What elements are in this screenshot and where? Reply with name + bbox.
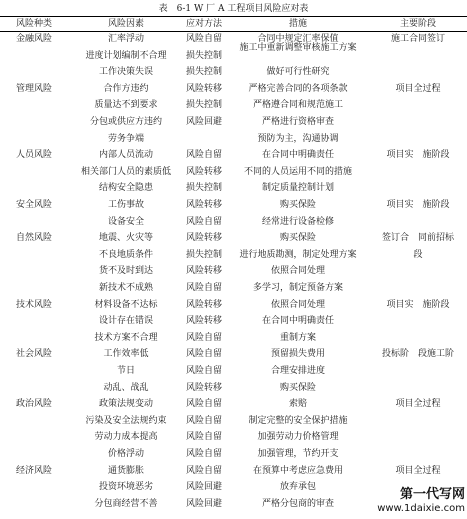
measure-cell: 严格遵合同和规范施工 xyxy=(252,100,343,111)
category-cell: 技术风险 xyxy=(15,299,52,310)
factor-cell: 投资环境恶劣 xyxy=(98,482,153,493)
measure-cell: 预防为主，沟通协调 xyxy=(257,133,339,144)
category-cell: 人员风险 xyxy=(15,150,52,161)
header-method: 应对方法 xyxy=(185,19,222,29)
factor-cell: 政策法规变动 xyxy=(98,399,153,410)
factor-cell: 技术方案不合理 xyxy=(94,332,158,343)
factor-cell: 工作效率低 xyxy=(103,349,149,360)
header-factor: 风险因素 xyxy=(107,19,144,29)
measure-cell: 依照合同处理 xyxy=(270,266,325,277)
factor-cell: 劳动力成本提高 xyxy=(94,432,158,443)
method-cell: 风险转移 xyxy=(185,299,222,310)
method-cell: 风险自留 xyxy=(185,415,222,426)
stage-cell: 投标阶 段施工阶 xyxy=(381,349,454,360)
measure-cell: 严格分包商的审查 xyxy=(261,498,334,509)
measure-cell: 加强劳动力价格管理 xyxy=(257,432,339,443)
measure-cell: 依照合同处理 xyxy=(270,299,325,310)
category-cell: 政治风险 xyxy=(15,399,52,410)
factor-cell: 价格浮动 xyxy=(107,449,144,459)
method-cell: 损失控制 xyxy=(185,100,222,111)
measure-cell: 放弃承包 xyxy=(279,482,316,493)
stage-cell: 签订合 同前招标 xyxy=(381,233,454,244)
category-cell: 社会风险 xyxy=(15,349,52,360)
measure-cell: 在预算中考虑应急费用 xyxy=(252,465,343,476)
header-stage: 主要阶段 xyxy=(399,19,436,29)
factor-cell: 不良地质条件 xyxy=(98,249,153,260)
stage-cell: 项目全过程 xyxy=(395,399,441,410)
measure-cell: 制定质量控制计划 xyxy=(261,183,334,194)
method-cell: 风险转移 xyxy=(185,200,222,210)
factor-cell: 设备安全 xyxy=(107,216,144,227)
measure-cell: 索赔 xyxy=(288,399,307,410)
factor-cell: 动乱、战乱 xyxy=(103,382,149,393)
measure-cell: 购买保险 xyxy=(279,233,316,244)
factor-cell: 材料设备不达标 xyxy=(94,299,158,310)
watermark xyxy=(373,487,465,517)
watermark-url: www.1daixie.com xyxy=(377,503,465,514)
measure-cell: 做好可行性研究 xyxy=(266,67,330,78)
header-measure: 措施 xyxy=(288,19,307,29)
measure-cell: 合理安排进度 xyxy=(270,366,325,376)
measure-cell: 在合同中明确责任 xyxy=(261,316,334,327)
factor-cell: 工作决策失误 xyxy=(98,67,153,78)
method-cell: 风险转移 xyxy=(185,166,222,177)
method-cell: 风险自留 xyxy=(185,283,222,293)
table-top-rule xyxy=(0,16,467,17)
measure-cell: 重制方案 xyxy=(279,332,316,343)
measure-cell: 施工中重新调整审核施工方案 xyxy=(239,42,357,53)
method-cell: 风险转移 xyxy=(185,382,222,393)
measure-cell: 购买保险 xyxy=(279,382,316,393)
method-cell: 风险自留 xyxy=(185,216,222,227)
stage-cell: 项目全过程 xyxy=(395,465,441,476)
factor-cell: 质量达不到要求 xyxy=(94,100,158,111)
method-cell: 风险回避 xyxy=(185,117,222,127)
method-cell: 风险转移 xyxy=(185,233,222,244)
factor-cell: 合作方违约 xyxy=(103,83,149,94)
method-cell: 风险自留 xyxy=(185,349,222,360)
method-cell: 风险自留 xyxy=(185,34,222,44)
factor-cell: 分包商经营不善 xyxy=(94,498,158,509)
method-cell: 损失控制 xyxy=(185,50,222,61)
factor-cell: 劳务争端 xyxy=(107,133,144,144)
stage-cell: 项目实 施阶段 xyxy=(386,200,450,210)
method-cell: 风险自留 xyxy=(185,399,222,410)
method-cell: 风险回避 xyxy=(185,498,222,509)
category-cell: 管理风险 xyxy=(15,83,52,94)
method-cell: 风险转移 xyxy=(185,316,222,327)
measure-cell: 制定完整的安全保护措施 xyxy=(248,415,348,426)
factor-cell: 进度计划编制不合理 xyxy=(85,50,167,61)
measure-cell: 在合同中明确责任 xyxy=(261,150,334,161)
factor-cell: 分包或供应方违约 xyxy=(89,117,162,127)
factor-cell: 设计存在错误 xyxy=(98,316,153,327)
measure-cell: 不同的人员运用不同的措施 xyxy=(243,166,352,177)
stage-cell: 段 xyxy=(413,249,423,260)
method-cell: 风险回避 xyxy=(185,482,222,493)
method-cell: 风险自留 xyxy=(185,150,222,161)
factor-cell: 节日 xyxy=(116,366,135,376)
factor-cell: 工伤事故 xyxy=(107,200,144,210)
measure-cell: 多学习，制定预备方案 xyxy=(252,283,343,293)
header-category: 风险种类 xyxy=(15,19,52,29)
factor-cell: 污染及安全法规约束 xyxy=(85,415,167,426)
measure-cell: 合同中规定汇率保值 xyxy=(257,34,339,44)
factor-cell: 货不及时到达 xyxy=(98,266,153,277)
measure-cell: 严格完善合同的各项条款 xyxy=(248,83,348,94)
factor-cell: 通货膨胀 xyxy=(107,465,144,476)
stage-cell: 项目实 施阶段 xyxy=(386,150,450,161)
measure-cell: 购买保险 xyxy=(279,200,316,210)
factor-cell: 内部人员流动 xyxy=(98,150,153,161)
method-cell: 风险自留 xyxy=(185,449,222,459)
watermark-title: 第一代写网 xyxy=(399,487,465,502)
factor-cell: 新技术不成熟 xyxy=(98,283,153,293)
measure-cell: 严格进行资格审查 xyxy=(261,117,334,127)
category-cell: 安全风险 xyxy=(15,200,52,210)
method-cell: 风险转移 xyxy=(185,83,222,94)
measure-cell: 预留损失费用 xyxy=(270,349,325,360)
method-cell: 风险自留 xyxy=(185,465,222,476)
category-cell: 经济风险 xyxy=(15,465,52,476)
method-cell: 风险自留 xyxy=(185,432,222,443)
stage-cell: 施工合同签订 xyxy=(390,34,445,44)
method-cell: 损失控制 xyxy=(185,183,222,194)
measure-cell: 经常进行设备检修 xyxy=(261,216,334,227)
measure-cell: 进行地质勘测，制定处理方案 xyxy=(239,249,357,260)
measure-cell: 加强管理，节约开支 xyxy=(257,449,339,459)
method-cell: 风险转移 xyxy=(185,266,222,277)
factor-cell: 汇率浮动 xyxy=(107,34,144,44)
method-cell: 损失控制 xyxy=(185,67,222,78)
stage-cell: 项目全过程 xyxy=(395,83,441,94)
stage-cell: 项目实 施阶段 xyxy=(386,299,450,310)
method-cell: 损失控制 xyxy=(185,249,222,260)
header-rule xyxy=(0,31,467,32)
factor-cell: 地震、火灾等 xyxy=(98,233,153,244)
factor-cell: 相关部门人员的素质低 xyxy=(80,166,171,177)
factor-cell: 结构安全隐患 xyxy=(98,183,153,194)
method-cell: 风险自留 xyxy=(185,366,222,376)
category-cell: 金融风险 xyxy=(15,34,52,44)
category-cell: 自然风险 xyxy=(15,233,52,244)
table-caption: 表 6-1 W 厂 A 工程项目风险应对表 xyxy=(158,4,309,14)
method-cell: 风险自留 xyxy=(185,332,222,343)
